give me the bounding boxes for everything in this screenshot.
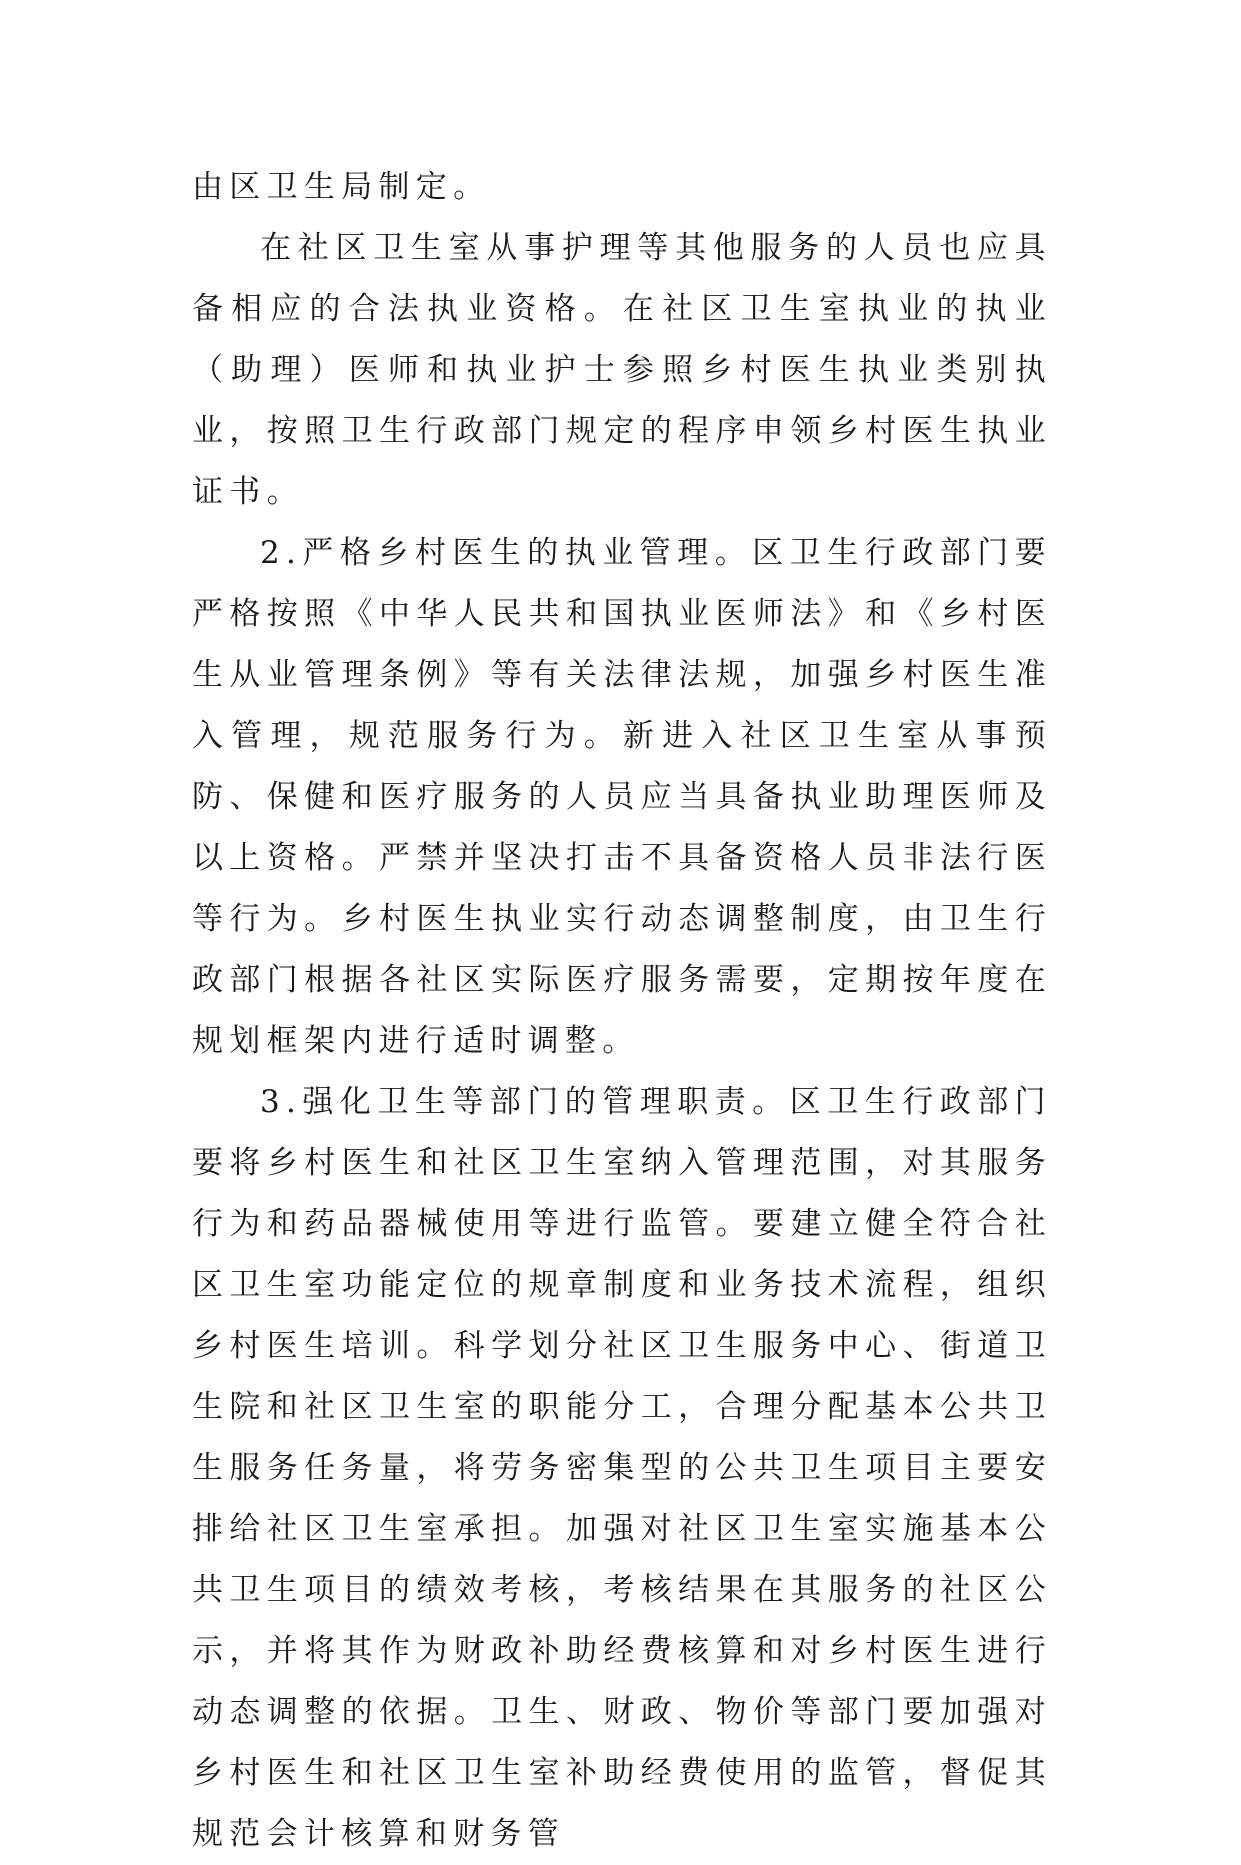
paragraph-department-duties: 3.强化卫生等部门的管理职责。区卫生行政部门要将乡村医生和社区卫生室纳入管理范围，对其服务行为和药品器械使用等进行监管。要建立健全符合社区卫生室功能定位的规章制度和业务技术流程，组织乡村医生培训。科学划分社区卫生服务中心、街道卫生院和社区卫生室的职能分工，合理分配基本公共卫生服务任务量，将劳务密集型的公共卫生项目主要安排给社区卫生室承担。加强对社区卫生室实施基本公共卫生项目的绩效考核，考核结果在其服务的社区公示，并将其作为财政补助经费核算和对乡村医生进行动态调整的依据。卫生、财政、物价等部门要加强对乡村医生和社区卫生室补助经费使用的监管，督促其规范会计核算和财务管 xyxy=(192,1084,1052,1852)
paragraph-continuation: 由区卫生局制定。 xyxy=(192,169,491,205)
paragraph-practice-management: 2.严格乡村医生的执业管理。区卫生行政部门要严格按照《中华人民共和国执业医师法》和《乡村医生从业管理条例》等有关法律法规，加强乡村医生准入管理，规范服务行为。新进入社区卫生室从事预防、保健和医疗服务的人员应当具备执业助理医师及以上资格。严禁并坚决打击不具备资格人员非法行医等行为。乡村医生执业实行动态调整制度，由卫生行政部门根据各社区实际医疗服务需要，定期按年度在规划框架内进行适时调整。 xyxy=(192,535,1052,1059)
body-text xyxy=(192,157,1052,1865)
paragraph-nursing-qualification: 在社区卫生室从事护理等其他服务的人员也应具备相应的合法执业资格。在社区卫生室执业的执业（助理）医师和执业护士参照乡村医生执业类别执业，按照卫生行政部门规定的程序申领乡村医生执业证书。 xyxy=(192,230,1052,510)
